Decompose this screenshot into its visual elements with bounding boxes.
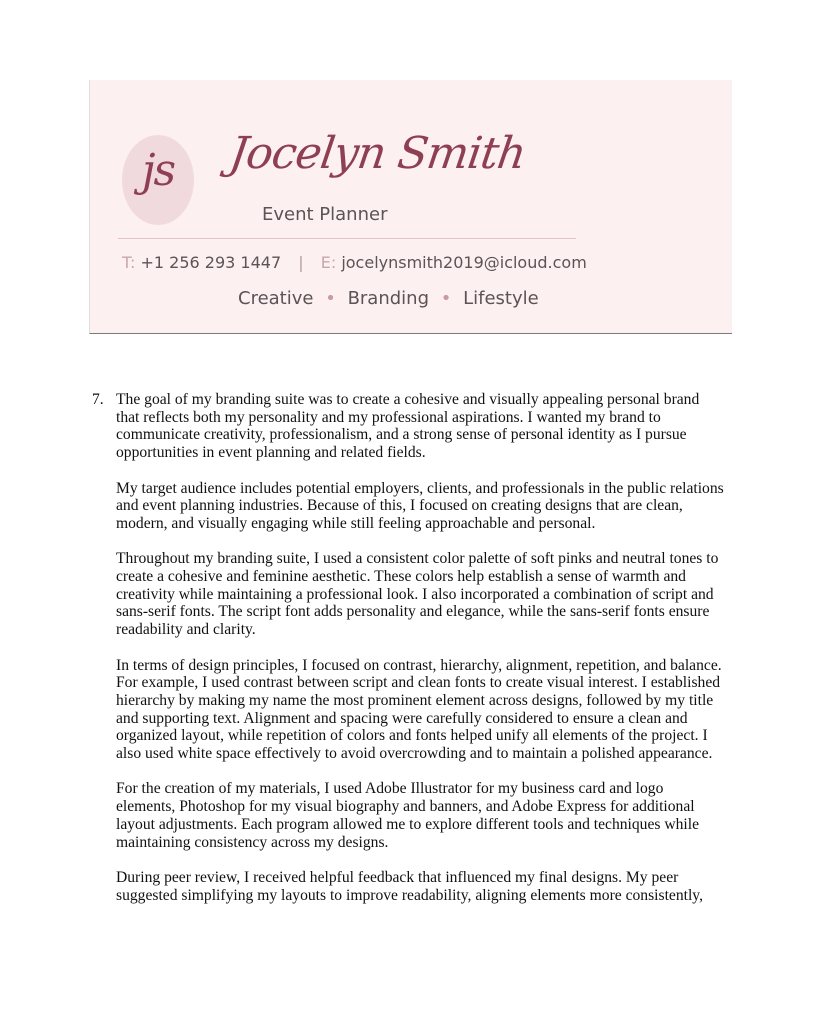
email-address: jocelynsmith2019@icloud.com [341, 253, 587, 272]
line-text: The goal of my branding suite was to create a cohesive and visually appealing personal brand [116, 391, 700, 408]
monogram-text: js [141, 145, 175, 196]
paragraph [116, 780, 736, 851]
text-line: During peer review, I received helpful feedback that influenced my final designs. My peer [116, 868, 679, 886]
business-card-image [89, 80, 732, 334]
tagline-item: Lifestyle [463, 288, 539, 309]
text-line: For the creation of my materials, I used Adobe Illustrator for my business card and logo [116, 780, 664, 798]
text-line: and supporting text. Alignment and spacing were carefully considered to ensure a clean and [116, 709, 688, 727]
card-contact-line [122, 253, 587, 272]
monogram-logo [122, 135, 194, 225]
text-line: hierarchy by making my name the most prominent element across designs, followed by my title [116, 691, 714, 709]
tagline-bullet: • [325, 288, 336, 309]
tagline-bullet: • [440, 288, 452, 309]
phone-label: T: [122, 253, 136, 272]
text-line: modern, and visually engaging while still feeling approachable and personal. [116, 514, 596, 532]
contact-separator: | [298, 253, 304, 272]
tagline-item: Branding [347, 288, 430, 309]
card-name: Jocelyn Smith [226, 128, 529, 179]
text-line: My target audience includes potential employers, clients, and professionals in the public relations [116, 479, 724, 497]
document-body [92, 391, 736, 922]
tagline-item: Creative [238, 288, 314, 309]
text-line: communicate creativity, professionalism, and a strong sense of personal identity as I pursue [116, 426, 687, 444]
text-line: elements, Photoshop for my visual biography and banners, and Adobe Express for additional [116, 798, 695, 816]
text-line: readability and clarity. [116, 621, 256, 639]
text-line: organized layout, while repetition of colors and fonts helped unify all elements of the project. I [116, 727, 708, 745]
text-line: suggested simplifying my layouts to improve readability, aligning elements more consistently, [116, 886, 703, 904]
paragraph [92, 391, 736, 462]
text-line: also used white space effectively to avoid overcrowding and to maintain a polished appearance. [116, 745, 713, 763]
text-line: sans-serif fonts. The script font adds personality and elegance, while the sans-serif fonts ensure [116, 603, 710, 621]
paragraph [116, 550, 736, 639]
card-tagline [238, 288, 539, 309]
paragraph [116, 657, 736, 763]
email-label: E: [320, 253, 337, 272]
text-line: create a cohesive and feminine aesthetic. These colors help establish a sense of warmth and [116, 568, 686, 585]
paragraph [116, 480, 736, 533]
item-number: 7. [92, 391, 104, 408]
phone-number: +1 256 293 1447 [140, 253, 282, 272]
text-line: Throughout my branding suite, I used a consistent color palette of soft pinks and neutral tones to [116, 550, 719, 568]
text-line: that reflects both my personality and my professional aspirations. I wanted my brand to [116, 408, 661, 426]
card-title: Event Planner [262, 204, 388, 225]
card-divider [118, 238, 576, 239]
text-line: In terms of design principles, I focused on contrast, hierarchy, alignment, repetition, and balance. [116, 656, 722, 674]
text-line [92, 391, 736, 409]
text-line: and event planning industries. Because of this, I focused on creating designs that are clean, [116, 497, 683, 515]
text-line: maintaining consistency across my designs. [116, 833, 389, 851]
text-line: opportunities in event planning and related fields. [116, 444, 426, 462]
text-line: creativity while maintaining a professional look. I also incorporated a combination of script and [116, 585, 714, 603]
text-line: For example, I used contrast between script and clean fonts to create visual interest. I established [116, 674, 721, 692]
text-line: layout adjustments. Each program allowed me to explore different tools and techniques while [116, 815, 700, 833]
paragraph [116, 869, 736, 904]
